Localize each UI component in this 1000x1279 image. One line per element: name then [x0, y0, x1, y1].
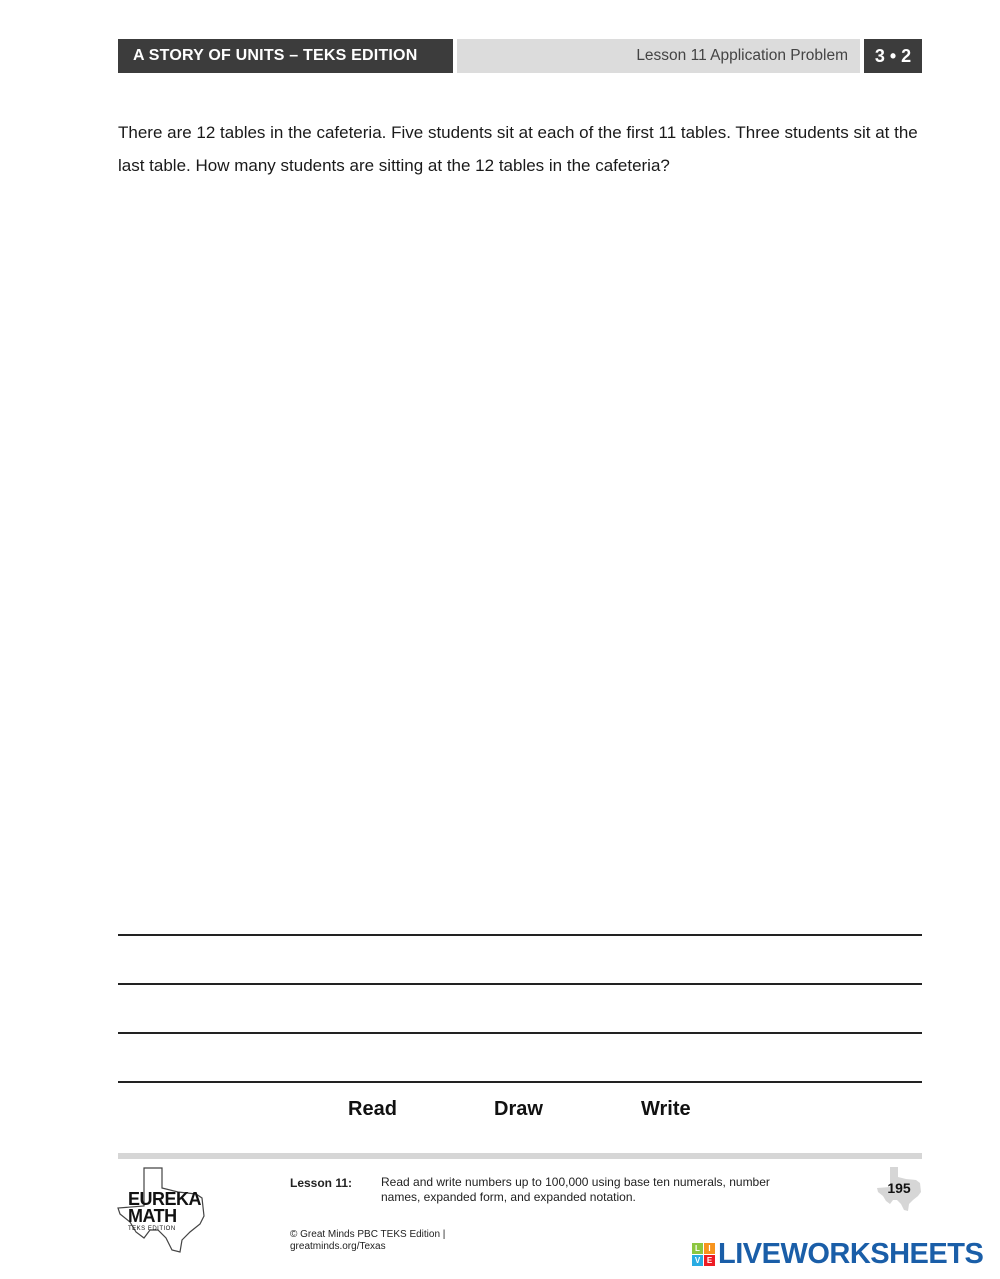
page-header [118, 39, 922, 73]
lesson-title: Lesson 11 Application Problem [457, 39, 860, 73]
footer-lesson-description: Read and write numbers up to 100,000 using base ten numerals, number names, expanded form, and expanded notation. [381, 1175, 770, 1204]
rdw-write: Write [641, 1098, 691, 1120]
logo-tile: L [692, 1243, 703, 1254]
footer-divider [118, 1153, 922, 1159]
answer-line[interactable] [118, 1032, 922, 1034]
answer-line[interactable] [118, 983, 922, 985]
copyright-line-1: © Great Minds PBC TEKS Edition | [290, 1229, 446, 1240]
logo-line-2: MATH [128, 1206, 177, 1226]
problem-text: There are 12 tables in the cafeteria. Five students sit at each of the first 11 tables. Three students sit at the last table. How many students are sitting at the 12 tables in the cafeteria? [118, 123, 918, 175]
logo-tile: I [704, 1243, 715, 1254]
rdw-draw: Draw [494, 1098, 543, 1120]
page-number: 195 [887, 1180, 911, 1196]
logo-line-1: EUREKA [128, 1189, 202, 1209]
liveworksheets-logo-icon [692, 1243, 715, 1266]
copyright-notice [290, 1229, 480, 1253]
answer-line[interactable] [118, 934, 922, 936]
footer-lesson-label: Lesson 11: [290, 1176, 353, 1190]
logo-tile: V [692, 1255, 703, 1266]
answer-line[interactable] [118, 1081, 922, 1083]
rdw-read: Read [348, 1098, 397, 1120]
series-title: A STORY OF UNITS – TEKS EDITION [118, 39, 453, 73]
logo-tile: E [704, 1255, 715, 1266]
eureka-math-logo [116, 1166, 216, 1256]
logo-subtitle: TEKS EDITION [128, 1226, 176, 1232]
page-number-badge [876, 1166, 922, 1212]
module-number: 3 • 2 [864, 39, 922, 73]
copyright-line-2: greatminds.org/Texas [290, 1241, 386, 1252]
liveworksheets-watermark [692, 1238, 983, 1271]
liveworksheets-text: LIVEWORKSHEETS [718, 1238, 984, 1270]
